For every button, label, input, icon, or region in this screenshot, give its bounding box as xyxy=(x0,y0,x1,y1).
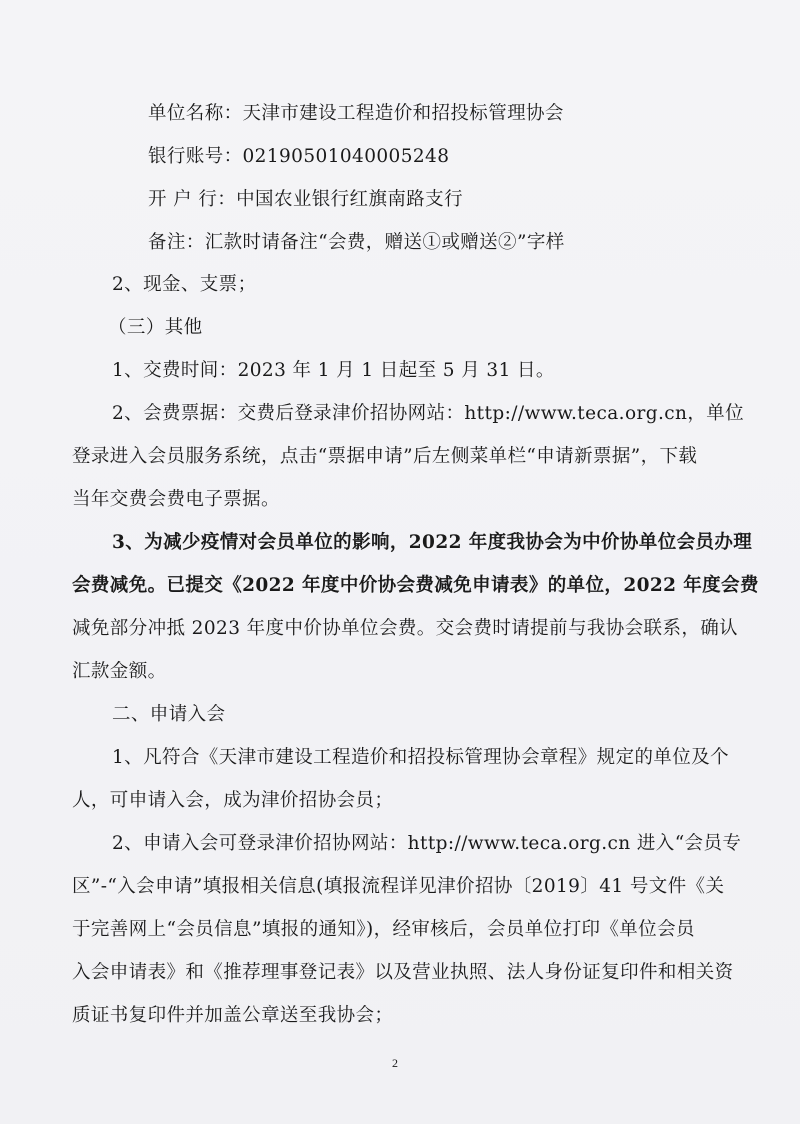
page-number: 2 xyxy=(392,1056,398,1070)
apply-process-line5: 质证书复印件并加盖公章送至我协会； xyxy=(72,1005,394,1026)
remittance-note-line: 备注：汇款时请备注“会费，赠送①或赠送②”字样 xyxy=(148,232,565,253)
receipt-item-line1: 2、会费票据：交费后登录津价招协网站：http://www.teca.org.cn，单位 xyxy=(112,403,745,424)
apply-eligibility-line2: 人，可申请入会，成为津价招协会员； xyxy=(72,790,394,811)
section-apply-heading: 二、申请入会 xyxy=(112,704,226,725)
cash-check-item: 2、现金、支票； xyxy=(112,274,257,295)
apply-process-line2: 区”-“入会申请”填报相关信息(填报流程详见津价招协〔2019〕41 号文件《关 xyxy=(72,876,725,897)
payment-time-item: 1、交费时间：2023 年 1 月 1 日起至 5 月 31 日。 xyxy=(112,360,555,381)
apply-process-line3: 于完善网上“会员信息”填报的通知》)，经审核后，会员单位打印《单位会员 xyxy=(72,919,695,940)
fee-reduction-line1: 3、为减少疫情对会员单位的影响，2022 年度我协会为中价协单位会员办理 xyxy=(112,532,753,553)
apply-process-line4: 入会申请表》和《推荐理事登记表》以及营业执照、法人身份证复印件和相关资 xyxy=(72,962,734,983)
receipt-item-line3: 当年交费会费电子票据。 xyxy=(72,489,280,510)
bank-name-line: 开 户 行：中国农业银行红旗南路支行 xyxy=(148,189,463,210)
section-other-heading: （三）其他 xyxy=(108,317,203,338)
fee-reduction-line2: 会费减免。已提交《2022 年度中价协会费减免申请表》的单位，2022 年度会费 xyxy=(72,575,759,596)
fee-reduction-line4: 汇款金额。 xyxy=(72,661,167,682)
receipt-item-line2: 登录进入会员服务系统，点击“票据申请”后左侧菜单栏“申请新票据”，下载 xyxy=(72,446,698,467)
bank-account-line: 银行账号：02190501040005248 xyxy=(148,146,450,167)
apply-process-line1: 2、申请入会可登录津价招协网站：http://www.teca.org.cn 进入“会员专 xyxy=(112,833,742,854)
fee-reduction-line3: 减免部分冲抵 2023 年度中价协单位会费。交会费时请提前与我协会联系，确认 xyxy=(72,618,739,639)
apply-eligibility-line1: 1、凡符合《天津市建设工程造价和招投标管理协会章程》规定的单位及个 xyxy=(112,747,729,768)
unit-name-line: 单位名称：天津市建设工程造价和招投标管理协会 xyxy=(148,103,564,124)
